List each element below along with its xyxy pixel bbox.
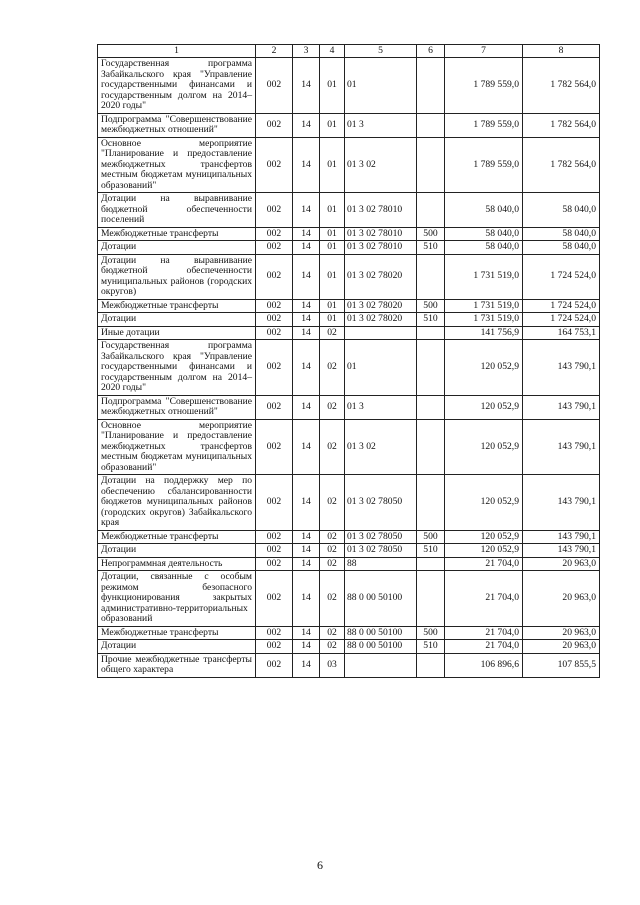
code-subsection: 01 — [320, 313, 345, 327]
code-type — [417, 137, 445, 193]
row-name: Подпрограмма "Совершенствование межбюджетных отношений" — [98, 395, 256, 419]
table-row — [98, 557, 600, 571]
code-target: 01 3 02 78020 — [345, 313, 417, 327]
row-name: Межбюджетные трансферты — [98, 626, 256, 640]
column-header-4: 4 — [320, 45, 345, 58]
code-type: 510 — [417, 544, 445, 558]
code-ministry: 002 — [256, 113, 293, 137]
code-type — [417, 326, 445, 340]
table-row — [98, 626, 600, 640]
code-subsection: 01 — [320, 254, 345, 299]
code-type: 500 — [417, 227, 445, 241]
code-subsection: 03 — [320, 653, 345, 677]
code-section: 14 — [293, 530, 320, 544]
amount-year-2: 58 040,0 — [523, 193, 600, 228]
row-name: Дотации — [98, 544, 256, 558]
amount-year-1: 21 704,0 — [445, 626, 523, 640]
code-type — [417, 340, 445, 396]
code-subsection: 02 — [320, 544, 345, 558]
code-type — [417, 653, 445, 677]
amount-year-2: 20 963,0 — [523, 557, 600, 571]
code-target: 01 3 02 78010 — [345, 193, 417, 228]
code-ministry: 002 — [256, 241, 293, 255]
amount-year-1: 21 704,0 — [445, 640, 523, 654]
amount-year-1: 120 052,9 — [445, 475, 523, 531]
code-type: 500 — [417, 530, 445, 544]
amount-year-1: 1 789 559,0 — [445, 113, 523, 137]
code-target: 01 — [345, 58, 417, 114]
code-section: 14 — [293, 113, 320, 137]
row-name: Дотации на выравнивание бюджетной обеспеченности поселений — [98, 193, 256, 228]
code-subsection: 01 — [320, 113, 345, 137]
page-number: 6 — [317, 858, 323, 872]
code-ministry: 002 — [256, 137, 293, 193]
code-type — [417, 113, 445, 137]
code-section: 14 — [293, 653, 320, 677]
amount-year-2: 58 040,0 — [523, 241, 600, 255]
table-row — [98, 653, 600, 677]
code-type: 510 — [417, 640, 445, 654]
code-type: 500 — [417, 299, 445, 313]
code-section: 14 — [293, 571, 320, 627]
table-row — [98, 227, 600, 241]
code-type — [417, 395, 445, 419]
code-section: 14 — [293, 640, 320, 654]
code-ministry: 002 — [256, 571, 293, 627]
column-header-1: 1 — [98, 45, 256, 58]
code-ministry: 002 — [256, 254, 293, 299]
row-name: Государственная программа Забайкальского края "Управление государственными финансами и государственным долгом на 2014–2020 годы" — [98, 58, 256, 114]
table-row — [98, 340, 600, 396]
code-ministry: 002 — [256, 419, 293, 475]
amount-year-1: 1 731 519,0 — [445, 254, 523, 299]
code-subsection: 01 — [320, 299, 345, 313]
amount-year-1: 141 756,9 — [445, 326, 523, 340]
column-header-7: 7 — [445, 45, 523, 58]
code-section: 14 — [293, 254, 320, 299]
row-name: Основное мероприятие "Планирование и предоставление межбюджетных трансфертов местным бюджетам муниципальных образований" — [98, 137, 256, 193]
code-ministry: 002 — [256, 544, 293, 558]
code-section: 14 — [293, 419, 320, 475]
code-section: 14 — [293, 227, 320, 241]
code-subsection: 02 — [320, 571, 345, 627]
code-ministry: 002 — [256, 530, 293, 544]
code-target: 01 3 02 — [345, 137, 417, 193]
column-header-3: 3 — [293, 45, 320, 58]
code-target: 01 3 02 — [345, 419, 417, 475]
code-section: 14 — [293, 313, 320, 327]
code-target: 01 3 02 78050 — [345, 544, 417, 558]
code-type — [417, 571, 445, 627]
code-target: 01 3 02 78050 — [345, 530, 417, 544]
code-target: 01 3 02 78020 — [345, 254, 417, 299]
amount-year-2: 1 724 524,0 — [523, 299, 600, 313]
row-name: Непрограммная деятельность — [98, 557, 256, 571]
table-row — [98, 299, 600, 313]
code-ministry: 002 — [256, 326, 293, 340]
code-subsection: 02 — [320, 557, 345, 571]
amount-year-1: 58 040,0 — [445, 227, 523, 241]
code-section: 14 — [293, 193, 320, 228]
amount-year-2: 1 724 524,0 — [523, 254, 600, 299]
code-type — [417, 557, 445, 571]
budget-table — [97, 44, 600, 678]
row-name: Дотации, связанные с особым режимом безопасного функционирования закрытых административно-территориальных образований — [98, 571, 256, 627]
table-row — [98, 58, 600, 114]
row-name: Основное мероприятие "Планирование и предоставление межбюджетных трансфертов местным бюджетам муниципальных образований" — [98, 419, 256, 475]
amount-year-1: 120 052,9 — [445, 340, 523, 396]
code-target: 01 3 02 78020 — [345, 299, 417, 313]
code-ministry: 002 — [256, 395, 293, 419]
code-subsection: 02 — [320, 475, 345, 531]
amount-year-1: 58 040,0 — [445, 241, 523, 255]
row-name: Дотации на выравнивание бюджетной обеспеченности муниципальных районов (городских округов) — [98, 254, 256, 299]
amount-year-2: 164 753,1 — [523, 326, 600, 340]
row-name: Иные дотации — [98, 326, 256, 340]
code-target: 01 3 02 78050 — [345, 475, 417, 531]
code-target: 88 0 00 50100 — [345, 571, 417, 627]
amount-year-1: 106 896,6 — [445, 653, 523, 677]
amount-year-2: 143 790,1 — [523, 530, 600, 544]
table-row — [98, 241, 600, 255]
amount-year-2: 1 782 564,0 — [523, 58, 600, 114]
code-section: 14 — [293, 395, 320, 419]
row-name: Дотации — [98, 640, 256, 654]
code-type: 510 — [417, 313, 445, 327]
amount-year-1: 21 704,0 — [445, 571, 523, 627]
code-ministry: 002 — [256, 58, 293, 114]
amount-year-1: 1 731 519,0 — [445, 313, 523, 327]
code-subsection: 02 — [320, 530, 345, 544]
code-ministry: 002 — [256, 299, 293, 313]
row-name: Подпрограмма "Совершенствование межбюджетных отношений" — [98, 113, 256, 137]
table-row — [98, 530, 600, 544]
code-target — [345, 653, 417, 677]
code-ministry: 002 — [256, 313, 293, 327]
code-target: 01 3 02 78010 — [345, 241, 417, 255]
table-row — [98, 254, 600, 299]
code-target: 88 0 00 50100 — [345, 640, 417, 654]
amount-year-2: 1 724 524,0 — [523, 313, 600, 327]
code-subsection: 01 — [320, 193, 345, 228]
code-ministry: 002 — [256, 626, 293, 640]
column-header-5: 5 — [345, 45, 417, 58]
code-subsection: 01 — [320, 137, 345, 193]
amount-year-2: 143 790,1 — [523, 475, 600, 531]
amount-year-1: 1 789 559,0 — [445, 58, 523, 114]
code-section: 14 — [293, 544, 320, 558]
code-subsection: 02 — [320, 340, 345, 396]
code-section: 14 — [293, 475, 320, 531]
code-ministry: 002 — [256, 340, 293, 396]
code-type — [417, 58, 445, 114]
code-target: 01 3 02 78010 — [345, 227, 417, 241]
amount-year-2: 20 963,0 — [523, 571, 600, 627]
code-target: 01 — [345, 340, 417, 396]
code-section: 14 — [293, 137, 320, 193]
code-subsection: 01 — [320, 227, 345, 241]
amount-year-1: 58 040,0 — [445, 193, 523, 228]
table-row — [98, 571, 600, 627]
amount-year-2: 143 790,1 — [523, 395, 600, 419]
code-target: 88 0 00 50100 — [345, 626, 417, 640]
code-section: 14 — [293, 557, 320, 571]
amount-year-2: 1 782 564,0 — [523, 113, 600, 137]
code-section: 14 — [293, 326, 320, 340]
row-name: Прочие межбюджетные трансферты общего характера — [98, 653, 256, 677]
code-subsection: 02 — [320, 395, 345, 419]
amount-year-2: 107 855,5 — [523, 653, 600, 677]
code-subsection: 01 — [320, 241, 345, 255]
table-row — [98, 640, 600, 654]
amount-year-2: 20 963,0 — [523, 640, 600, 654]
code-ministry: 002 — [256, 227, 293, 241]
code-target: 01 3 — [345, 395, 417, 419]
table-row — [98, 137, 600, 193]
code-subsection: 02 — [320, 419, 345, 475]
amount-year-2: 143 790,1 — [523, 544, 600, 558]
amount-year-1: 120 052,9 — [445, 419, 523, 475]
amount-year-1: 1 789 559,0 — [445, 137, 523, 193]
code-ministry: 002 — [256, 475, 293, 531]
table-row — [98, 475, 600, 531]
amount-year-2: 143 790,1 — [523, 419, 600, 475]
amount-year-1: 120 052,9 — [445, 395, 523, 419]
amount-year-1: 120 052,9 — [445, 544, 523, 558]
code-ministry: 002 — [256, 653, 293, 677]
code-ministry: 002 — [256, 557, 293, 571]
code-type — [417, 193, 445, 228]
amount-year-2: 1 782 564,0 — [523, 137, 600, 193]
table-row — [98, 113, 600, 137]
code-section: 14 — [293, 58, 320, 114]
amount-year-1: 120 052,9 — [445, 530, 523, 544]
code-section: 14 — [293, 626, 320, 640]
table-header-row — [98, 45, 600, 58]
column-header-6: 6 — [417, 45, 445, 58]
code-section: 14 — [293, 241, 320, 255]
amount-year-2: 20 963,0 — [523, 626, 600, 640]
code-type: 500 — [417, 626, 445, 640]
row-name: Дотации — [98, 313, 256, 327]
row-name: Государственная программа Забайкальского края "Управление государственными финансами и государственным долгом на 2014–2020 годы" — [98, 340, 256, 396]
row-name: Дотации — [98, 241, 256, 255]
column-header-8: 8 — [523, 45, 600, 58]
code-section: 14 — [293, 340, 320, 396]
budget-table-container — [97, 44, 599, 678]
code-type — [417, 254, 445, 299]
table-row — [98, 419, 600, 475]
table-row — [98, 326, 600, 340]
row-name: Межбюджетные трансферты — [98, 530, 256, 544]
code-target — [345, 326, 417, 340]
table-row — [98, 313, 600, 327]
row-name: Межбюджетные трансферты — [98, 227, 256, 241]
code-type — [417, 419, 445, 475]
code-subsection: 01 — [320, 58, 345, 114]
amount-year-2: 143 790,1 — [523, 340, 600, 396]
column-header-2: 2 — [256, 45, 293, 58]
table-row — [98, 395, 600, 419]
code-target: 01 3 — [345, 113, 417, 137]
table-row — [98, 544, 600, 558]
code-type: 510 — [417, 241, 445, 255]
code-section: 14 — [293, 299, 320, 313]
row-name: Дотации на поддержку мер по обеспечению сбалансированности бюджетов муниципальных районов (городских округов) Забайкальского края — [98, 475, 256, 531]
code-target: 88 — [345, 557, 417, 571]
table-row — [98, 193, 600, 228]
code-ministry: 002 — [256, 193, 293, 228]
row-name: Межбюджетные трансферты — [98, 299, 256, 313]
code-ministry: 002 — [256, 640, 293, 654]
code-subsection: 02 — [320, 326, 345, 340]
code-subsection: 02 — [320, 640, 345, 654]
code-subsection: 02 — [320, 626, 345, 640]
amount-year-2: 58 040,0 — [523, 227, 600, 241]
amount-year-1: 21 704,0 — [445, 557, 523, 571]
code-type — [417, 475, 445, 531]
amount-year-1: 1 731 519,0 — [445, 299, 523, 313]
table-body — [98, 58, 600, 678]
